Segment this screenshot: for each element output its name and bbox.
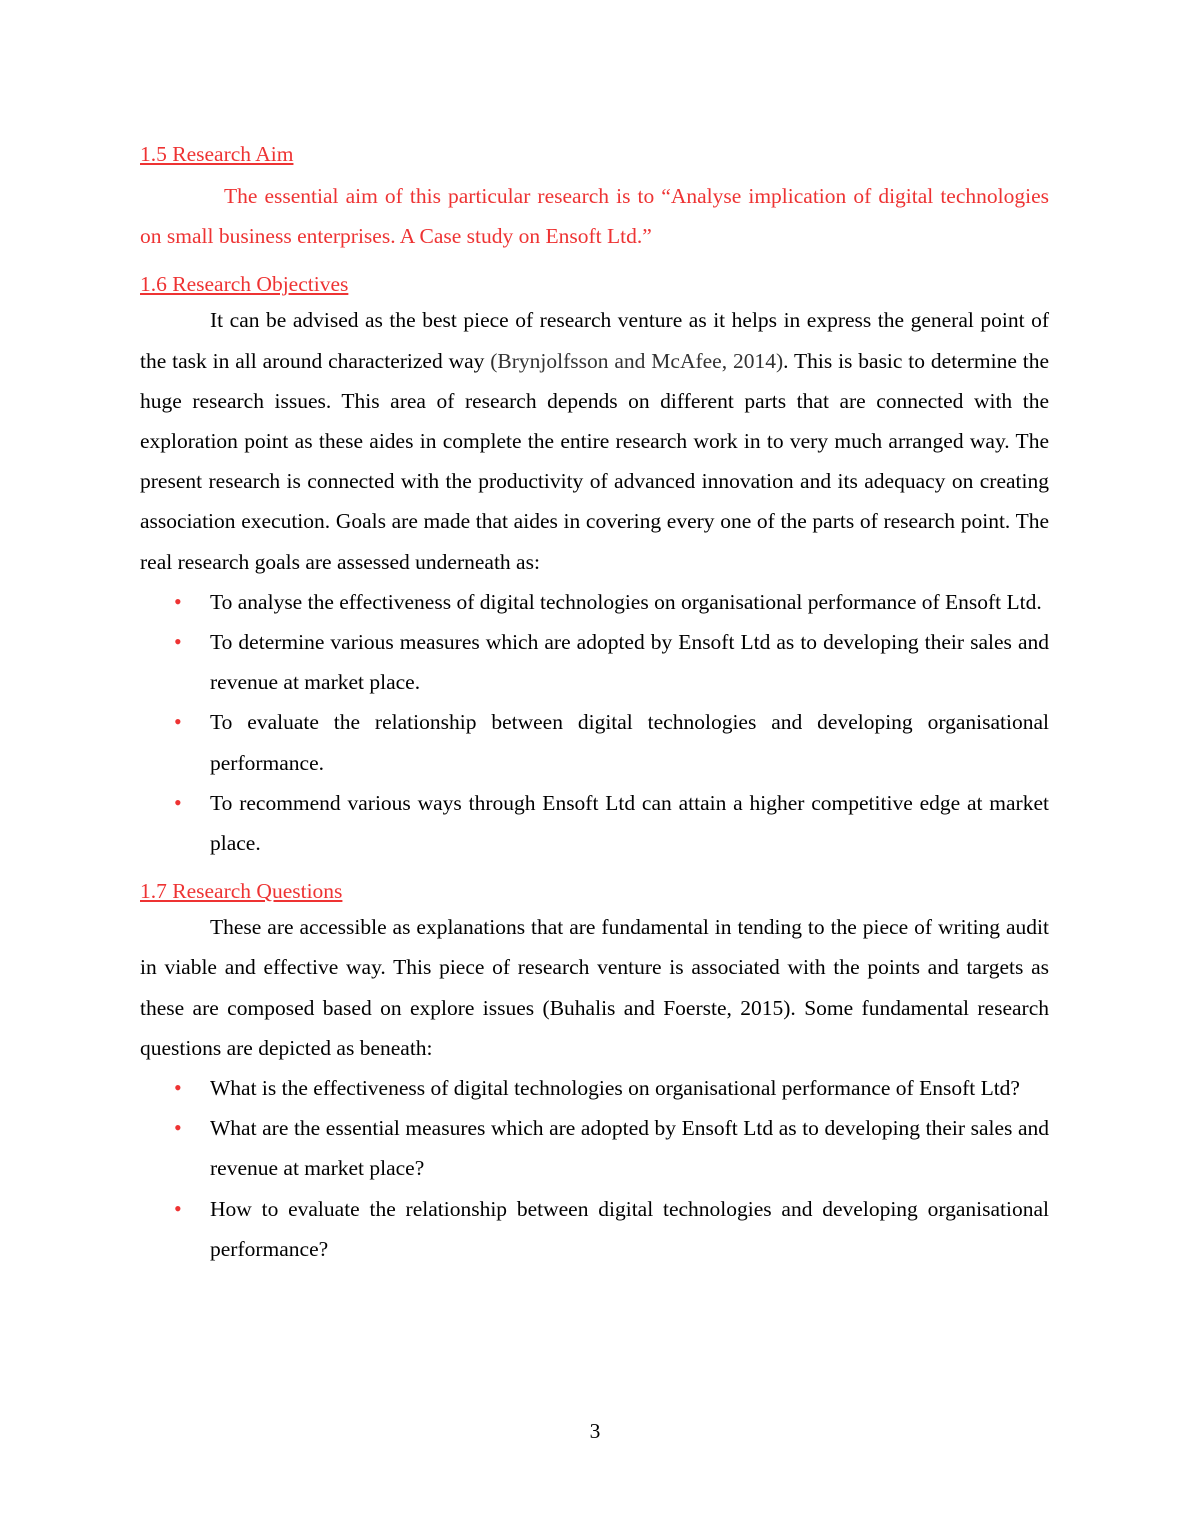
section-heading-research-aim: 1.5 Research Aim bbox=[140, 142, 294, 166]
objectives-text-part1: It can be advised as the best piece of research venture as it helps in express the general point of the task in all around characterized way bbox=[140, 308, 1049, 373]
page-number: 3 bbox=[589, 1419, 601, 1443]
list-item bbox=[140, 622, 1049, 702]
list-item bbox=[140, 582, 1049, 622]
bullet-icon: • bbox=[174, 1075, 182, 1101]
bullet-icon: • bbox=[174, 629, 182, 655]
objective-text: To evaluate the relationship between digital technologies and developing organisational performance. bbox=[210, 710, 1049, 775]
bullet-icon: • bbox=[174, 709, 182, 735]
list-item bbox=[140, 1108, 1049, 1188]
section-heading-research-objectives: 1.6 Research Objectives bbox=[140, 272, 349, 297]
objective-text: To analyse the effectiveness of digital technologies on organisational performance of Ensoft Ltd. bbox=[210, 589, 1042, 614]
list-item bbox=[140, 1068, 1049, 1108]
research-questions-paragraph: These are accessible as explanations that are fundamental in tending to the piece of writing audit in viable and effective way. This piece of research venture is associated with the points and targets as these are composed based on explore issues (Buhalis and Foerste, 2015). Some fundamental research questions are depicted as beneath: bbox=[140, 915, 1049, 1060]
list-item bbox=[140, 783, 1049, 863]
research-aim-paragraph: The essential aim of this particular research is to “Analyse implication of digital technologies on small business enterprises. A Case study on Ensoft Ltd.” bbox=[140, 184, 1049, 249]
bullet-icon: • bbox=[174, 1195, 182, 1221]
objective-text: To determine various measures which are adopted by Ensoft Ltd as to developing their sales and revenue at market place. bbox=[210, 630, 1049, 695]
objectives-list bbox=[140, 582, 1049, 863]
research-objectives-paragraph bbox=[140, 300, 1049, 581]
questions-list bbox=[140, 1068, 1049, 1269]
bullet-icon: • bbox=[174, 1115, 182, 1141]
bullet-icon: • bbox=[174, 588, 182, 614]
section-heading-research-questions: 1.7 Research Questions bbox=[140, 879, 343, 904]
bullet-icon: • bbox=[174, 789, 182, 815]
list-item bbox=[140, 1189, 1049, 1269]
objective-text: To recommend various ways through Ensoft Ltd can attain a higher competitive edge at market place. bbox=[210, 790, 1049, 856]
question-text: What are the essential measures which are adopted by Ensoft Ltd as to developing their sales and revenue at market place? bbox=[210, 1116, 1049, 1181]
question-text: What is the effectiveness of digital technologies on organisational performance of Ensoft Ltd? bbox=[210, 1076, 1020, 1101]
objectives-text-part2: . This is basic to determine the huge research issues. This area of research depends on different parts that are connected with the exploration point as these aides in complete the entire research work in to very much arranged way. The present research is connected with the productivity of advanced innovation and its adequacy on creating association execution. Goals are made that aides in covering every one of the parts of research point. The real research goals are assessed underneath as: bbox=[140, 348, 1049, 574]
list-item bbox=[140, 702, 1049, 782]
question-text: How to evaluate the relationship between digital technologies and developing organisational performance? bbox=[210, 1196, 1049, 1261]
citation-brynjolfsson: (Brynjolfsson and McAfee, 2014) bbox=[490, 348, 784, 373]
document-page bbox=[140, 138, 1049, 1269]
